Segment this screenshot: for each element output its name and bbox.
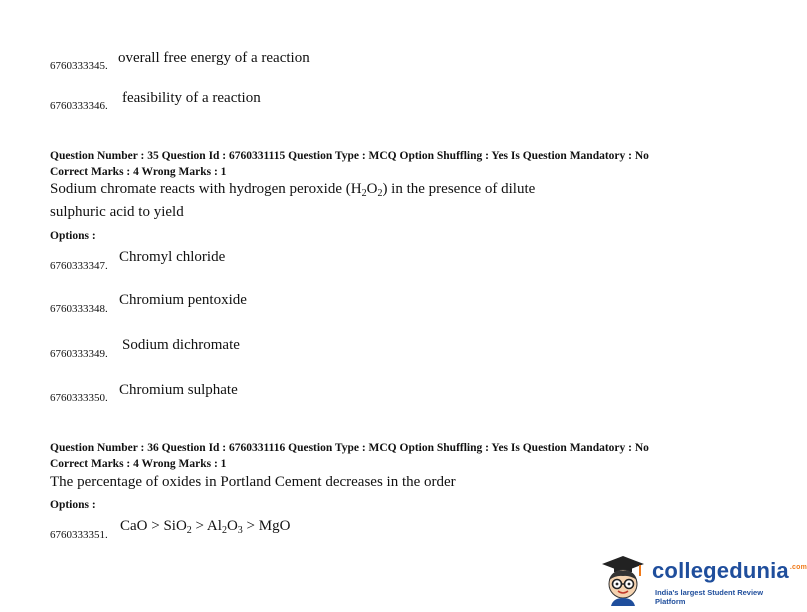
question-meta: Question Number : 35 Question Id : 6760331115 Question Type : MCQ Option Shuffling : Yes Is Question Mandatory : No bbox=[50, 150, 649, 162]
option-id: 6760333345. bbox=[50, 60, 108, 72]
option-id: 6760333351. bbox=[50, 529, 108, 541]
options-label: Options : bbox=[50, 499, 96, 511]
option-text: Sodium dichromate bbox=[122, 337, 240, 353]
brand-tagline: India's largest Student Review Platform bbox=[655, 588, 764, 606]
option-text: Chromyl chloride bbox=[119, 249, 226, 265]
option-text: overall free energy of a reaction bbox=[118, 50, 310, 66]
question-text: The percentage of oxides in Portland Cement decreases in the order bbox=[50, 474, 456, 490]
option-id: 6760333348. bbox=[50, 303, 108, 315]
options-label: Options : bbox=[50, 230, 96, 242]
option-text: Chromium sulphate bbox=[119, 382, 238, 398]
question-text: Sodium chromate reacts with hydrogen peroxide $(H_2O_2)$ in the presence of dilute bbox=[50, 181, 536, 199]
question-meta: Question Number : 36 Question Id : 6760331116 Question Type : MCQ Option Shuffling : Yes Is Question Mandatory : No bbox=[50, 442, 649, 454]
brand-name: collegedunia$^{.com}$ bbox=[652, 558, 807, 583]
option-id: 6760333350. bbox=[50, 392, 108, 404]
question-text-line2: sulphuric acid to yield bbox=[50, 204, 184, 220]
question-marks: Correct Marks : 4 Wrong Marks : 1 bbox=[50, 166, 227, 178]
option-text: Chromium pentoxide bbox=[119, 292, 247, 308]
option-text: feasibility of a reaction bbox=[122, 90, 261, 106]
option-text: CaO > $SiO_2 > Al_2O_3$ > MgO bbox=[120, 518, 291, 536]
mascot-icon bbox=[600, 554, 646, 606]
question-marks: Correct Marks : 4 Wrong Marks : 1 bbox=[50, 458, 227, 470]
option-id: 6760333347. bbox=[50, 260, 108, 272]
option-id: 6760333346. bbox=[50, 100, 108, 112]
collegedunia-logo bbox=[600, 548, 807, 608]
option-id: 6760333349. bbox=[50, 348, 108, 360]
